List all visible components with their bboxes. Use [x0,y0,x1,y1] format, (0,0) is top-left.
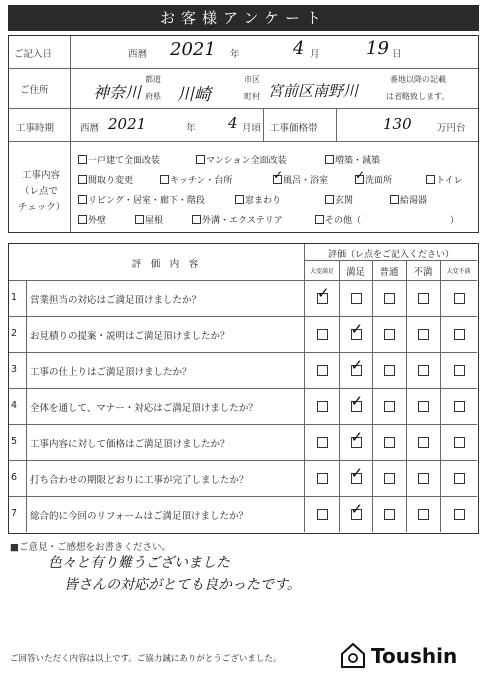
price-unit: 万円台 [437,123,466,134]
question-text: お見積りの提案・説明はご満足頂けましたか？ [30,331,230,342]
work-option-label: その他（ [325,216,362,226]
rating-checkbox[interactable] [317,329,328,340]
work-option-label: キッチン・台所 [170,176,233,186]
rating-checkbox[interactable] [454,293,465,304]
rating-checkbox[interactable] [351,293,362,304]
question-text: 工事内容に対して価格はご満足頂けましたか？ [30,439,230,450]
work-option-label: マンション全面改装 [206,156,287,166]
work-option-label: 外壁 [88,216,107,226]
work-option[interactable] [355,168,393,186]
page-title: お客様アンケート [8,5,479,31]
checkmark-icon: ✓ [273,168,284,182]
period-label: 工事時期 [16,123,55,134]
checkbox[interactable] [273,168,284,184]
checkbox[interactable] [135,215,144,224]
rating-checkbox[interactable] [384,365,395,376]
checkbox[interactable] [325,155,334,164]
rating-checkbox[interactable] [384,509,395,520]
date-era: 西暦 [128,49,148,60]
address-note-1: 番地以降の記載 [390,75,446,84]
work-option-label: 玄関 [335,196,354,206]
period-year-unit: 年 [186,123,196,134]
checkbox[interactable] [235,195,244,204]
question-text: 打ち合わせの期限どおりに工事が完了しましたか？ [30,475,249,486]
work-option[interactable] [325,193,353,206]
comments-label: ■ご意見・ご感想をお書きください。 [10,542,171,553]
checkmark-icon: ✓ [350,500,364,518]
work-option-label: 間取り変更 [88,176,134,186]
question-number: 7 [11,508,18,519]
address-city-value: 川崎 [177,85,211,105]
question-number: 6 [11,472,18,483]
checkmark-icon: ✓ [350,464,364,482]
checkmark-icon: ✓ [350,392,364,410]
date-year-unit: 年 [230,49,240,60]
checkbox[interactable] [78,155,87,164]
other-close: ） [450,216,460,226]
checkbox[interactable] [78,215,87,224]
address-label: ご住所 [20,85,49,96]
checkbox[interactable] [160,175,169,184]
rating-header: 不満 [413,267,433,278]
checkbox[interactable] [78,195,87,204]
work-option[interactable] [135,213,163,226]
city-unit-top: 市区 [244,75,260,84]
date-label: ご記入日 [14,49,53,60]
work-option-label: 風呂・浴室 [283,176,329,186]
checkmark-icon: ✓ [350,320,364,338]
checkbox[interactable] [325,195,334,204]
question-number: 1 [11,292,18,303]
address-ward-value: 宮前区南野川 [268,82,359,100]
work-option[interactable] [160,173,232,186]
work-option[interactable] [426,173,463,186]
prefecture-unit-top: 都道 [145,75,161,84]
question-number: 2 [11,328,18,339]
rating-header: 大変満足 [309,268,334,275]
rating-checkbox[interactable] [384,437,395,448]
checkmark-icon: ✓ [317,284,330,302]
rating-checkbox[interactable] [418,509,429,520]
address-note-2: は省略致します。 [386,92,450,101]
period-month-value: 4 [228,114,238,132]
question-text: 総合的に今回のリフォームはご満足頂けましたか？ [30,511,249,522]
work-option-label: 窓まわり [245,196,282,206]
brand-logo: Toushin [371,644,458,668]
rating-checkbox[interactable] [454,437,465,448]
rating-header: 大変不満 [446,268,471,275]
rating-checkbox[interactable] [384,293,395,304]
address-prefecture-value: 神奈川 [93,83,142,102]
checkmark-icon: ✓ [350,356,364,374]
city-unit-bottom: 町村 [244,92,260,101]
price-value: 130 [383,115,412,133]
rating-checkbox[interactable] [317,437,328,448]
footer-thanks: ご回答いただく内容は以上です。ご協力誠にありがとうございました。 [10,654,282,664]
checkbox[interactable] [355,168,366,184]
work-option-label: 増築・減築 [335,156,381,166]
comments-line-2: 皆さんの対応がとても良かったです。 [64,577,301,593]
rating-header: 普通 [379,267,399,278]
work-option-label: トイレ [436,176,463,186]
rating-checkbox[interactable] [418,365,429,376]
comments-line-1: 色々と有り難うございました [48,555,230,571]
work-option-label: 外溝・エクステリア [202,216,283,226]
period-month-unit: 月頃 [242,123,262,134]
period-era: 西暦 [80,123,100,134]
question-number: 5 [11,436,18,447]
content-label-1: 工事内容 [22,170,61,181]
rating-checkbox[interactable] [317,401,328,412]
work-option[interactable] [235,193,281,206]
content-label-3: チェック） [18,202,66,213]
work-option[interactable] [78,153,160,166]
checkmark-icon: ✓ [350,428,364,446]
rating-checkbox[interactable] [317,365,328,376]
work-option-label: 洗面所 [365,176,393,186]
prefecture-unit-bottom: 府県 [145,92,161,101]
work-option[interactable] [192,213,283,226]
work-option[interactable] [78,193,205,206]
checkbox[interactable] [196,155,205,164]
rating-checkbox[interactable] [317,509,328,520]
rating-checkbox[interactable] [418,437,429,448]
question-number: 3 [11,364,18,375]
evaluation-header-right: 評価（レ点をご記入ください） [327,250,454,260]
question-text: 全体を通して、マナー・対応はご満足頂けましたか？ [30,403,258,414]
work-option[interactable] [273,168,329,186]
work-option[interactable] [78,213,106,226]
work-option[interactable] [315,213,361,226]
evaluation-header-left: 評 価 内 容 [131,259,199,270]
rating-checkbox[interactable] [384,473,395,484]
rating-checkbox[interactable] [418,473,429,484]
work-option-label: 一戸建て全面改装 [88,156,161,166]
checkbox[interactable] [315,215,324,224]
content-label-2: （レ点で [20,186,59,197]
date-day-unit: 日 [392,49,402,60]
work-option-label: 屋根 [145,216,164,226]
work-option-label: 給湯器 [400,196,428,206]
work-option-label: リビング・居室・廊下・階段 [88,196,205,206]
rating-checkbox[interactable] [418,293,429,304]
work-option[interactable] [390,193,427,206]
work-option[interactable] [196,153,287,166]
question-number: 4 [11,400,18,411]
rating-checkbox[interactable] [384,401,395,412]
question-text: 工事の仕上りはご満足頂けましたか？ [30,367,192,378]
rating-checkbox[interactable] [454,401,465,412]
date-month-value: 4 [293,38,305,59]
period-year-value: 2021 [108,115,147,133]
checkbox[interactable] [426,175,435,184]
rating-checkbox[interactable] [418,329,429,340]
rating-checkbox[interactable] [454,329,465,340]
checkbox[interactable] [390,195,399,204]
work-option[interactable] [325,153,380,166]
date-month-unit: 月 [310,49,320,60]
date-day-value: 19 [366,38,389,59]
rating-checkbox[interactable] [454,365,465,376]
price-label: 工事価格帯 [270,123,318,134]
checkbox[interactable] [78,175,87,184]
date-year-value: 2021 [170,39,216,60]
checkbox[interactable] [192,215,201,224]
checkmark-icon: ✓ [355,168,366,182]
work-option[interactable] [78,173,133,186]
rating-header: 満足 [345,267,365,278]
rating-checkbox[interactable] [317,473,328,484]
rating-checkbox[interactable] [384,329,395,340]
rating-checkbox[interactable] [454,509,465,520]
question-text: 営業担当の対応はご満足頂けましたか？ [30,295,202,306]
house-logo-icon [340,641,366,669]
rating-checkbox[interactable] [418,401,429,412]
rating-checkbox[interactable] [454,473,465,484]
